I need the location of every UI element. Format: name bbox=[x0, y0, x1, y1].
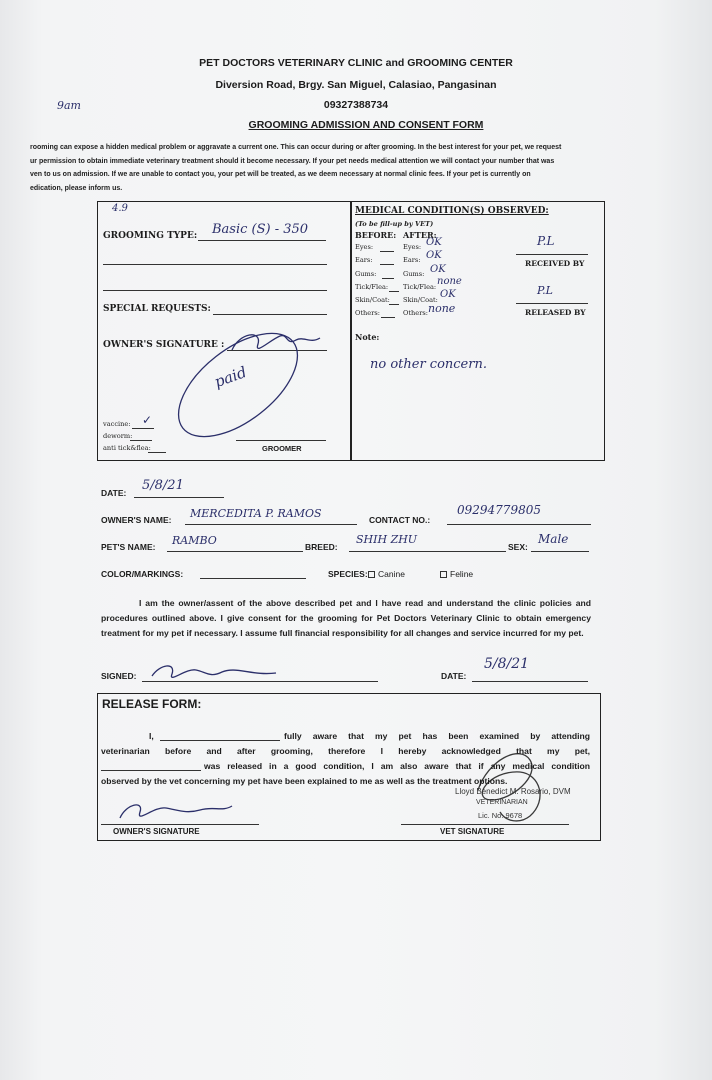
date-value: 5/8/21 bbox=[142, 478, 184, 493]
consent-paragraph: I am the owner/assent of the above described pet and I have read and understand the clinic policies and procedures outlined above. I give consent for the grooming for Pet Doctors Veterinary Clinic to obtain emergency treatment for my pet if necessary. I assume full financial responsibility for all changes and service incurred for my pet. bbox=[101, 598, 591, 638]
before-label: BEFORE: bbox=[355, 230, 397, 240]
gums-after-label: Gums: bbox=[403, 270, 425, 278]
received-initials: P.L bbox=[537, 234, 555, 248]
tick-line bbox=[148, 452, 166, 453]
groomer-line bbox=[236, 440, 326, 441]
pet-name-line bbox=[167, 551, 303, 552]
owner-signature-label: OWNER'S SIGNATURE : bbox=[103, 340, 225, 350]
signed-label: SIGNED: bbox=[101, 671, 137, 681]
released-line bbox=[516, 303, 588, 304]
form-title: GROOMING ADMISSION AND CONSENT FORM bbox=[248, 119, 484, 131]
consent-date-label: DATE: bbox=[441, 671, 467, 681]
contact-value: 09294779805 bbox=[457, 503, 541, 517]
intro-line: rooming can expose a hidden medical problem or aggravate a current one. This can occur during or after grooming. In the best interest for your pet, we request bbox=[30, 144, 562, 151]
release-title: RELEASE FORM: bbox=[102, 697, 202, 711]
owner-signature-scribble bbox=[232, 335, 320, 350]
clinic-name: PET DOCTORS VETERINARY CLINIC and GROOMING CENTER bbox=[199, 57, 513, 69]
release-line1-start: I, bbox=[149, 731, 154, 741]
vet-stamp-title: VETERINARIAN bbox=[476, 799, 528, 806]
pet-name-value: RAMBO bbox=[172, 534, 217, 547]
vaccine-check: ✓ bbox=[142, 413, 153, 427]
vaccine-line bbox=[132, 428, 154, 429]
note-value: no other concern. bbox=[370, 357, 487, 372]
others-before-line bbox=[381, 317, 395, 318]
note-label: Note: bbox=[355, 332, 380, 342]
color-markings-line bbox=[200, 578, 306, 579]
received-line bbox=[516, 254, 588, 255]
special-requests-label: SPECIAL REQUESTS: bbox=[103, 304, 211, 314]
pet-name-label: PET'S NAME: bbox=[101, 542, 156, 552]
sex-line bbox=[531, 551, 589, 552]
released-label: RELEASED BY bbox=[525, 308, 586, 317]
ears-before-line bbox=[380, 264, 394, 265]
grooming-type-label: GROOMING TYPE: bbox=[103, 231, 198, 241]
skin-after-value: OK bbox=[440, 289, 456, 300]
eyes-before-label: Eyes: bbox=[355, 243, 374, 251]
sex-label: SEX: bbox=[508, 542, 528, 552]
tick-label: anti tick&flea: bbox=[103, 444, 151, 452]
canine-checkbox[interactable] bbox=[368, 571, 375, 578]
paid-circle bbox=[161, 314, 316, 457]
breed-value: SHIH ZHU bbox=[356, 533, 418, 546]
owner-name-line bbox=[185, 524, 357, 525]
medical-box bbox=[350, 201, 605, 461]
others-before-label: Others: bbox=[355, 309, 380, 317]
eyes-after-label: Eyes: bbox=[403, 243, 422, 251]
tick-after-label: Tick/Flea: bbox=[403, 283, 437, 291]
vet-stamp-license: Lic. No. 9678 bbox=[478, 811, 523, 820]
feline-checkbox[interactable] bbox=[440, 571, 447, 578]
deworm-line bbox=[130, 440, 152, 441]
release-line4: observed by the vet concerning my pet have been explained to me as well as the treatment options. bbox=[101, 776, 508, 786]
deworm-label: deworm: bbox=[103, 432, 133, 440]
release-pet-line bbox=[101, 770, 201, 771]
sex-value: Male bbox=[538, 532, 569, 546]
eyes-after-value: OK bbox=[426, 237, 442, 248]
owner-sig-label: OWNER'S SIGNATURE bbox=[113, 827, 200, 836]
gums-before-line bbox=[382, 278, 394, 279]
skin-before-line bbox=[389, 304, 399, 305]
canine-label: Canine bbox=[378, 569, 405, 579]
feline-label: Feline bbox=[450, 569, 474, 579]
groomer-label: GROOMER bbox=[262, 444, 302, 453]
ears-before-label: Ears: bbox=[355, 256, 373, 264]
feline-option[interactable] bbox=[440, 569, 473, 579]
release-line1-end: fully aware that my pet has been examined by attending bbox=[284, 731, 590, 741]
vet-sig-line bbox=[401, 824, 569, 825]
time-note: 9am bbox=[57, 99, 81, 112]
release-line3-end: was released in a good condition, I am also aware that if any medical condition bbox=[204, 761, 590, 771]
skin-after-label: Skin/Coat: bbox=[403, 296, 438, 304]
tick-before-label: Tick/Flea: bbox=[355, 283, 389, 291]
owner-name-label: OWNER'S NAME: bbox=[101, 515, 172, 525]
intro-line: ven to us on admission. If we are unable to contact you, your pet will be treated, as we deem necessary at normal clinic fees. If your pet is currently on bbox=[30, 171, 531, 178]
released-initials: P.L bbox=[537, 284, 553, 297]
grooming-type-value: Basic (S) - 350 bbox=[212, 222, 309, 237]
species-label: SPECIES: bbox=[328, 569, 368, 579]
others-after-value: none bbox=[428, 302, 456, 315]
gums-after-value: OK bbox=[430, 264, 446, 275]
date-line bbox=[134, 497, 224, 498]
release-name-line bbox=[160, 740, 280, 741]
skin-before-label: Skin/Coat: bbox=[355, 296, 390, 304]
breed-line bbox=[349, 551, 506, 552]
medical-title: MEDICAL CONDITION(S) OBSERVED: bbox=[355, 206, 549, 216]
owner-name-value: MERCEDITA P. RAMOS bbox=[190, 507, 322, 520]
owner-sig-line bbox=[101, 824, 259, 825]
eyes-before-line bbox=[380, 251, 394, 252]
gums-before-label: Gums: bbox=[355, 270, 377, 278]
others-after-label: Others: bbox=[403, 309, 428, 317]
consent-date-value: 5/8/21 bbox=[484, 656, 530, 672]
ears-after-label: Ears: bbox=[403, 256, 421, 264]
tick-before-line bbox=[389, 291, 399, 292]
canine-option[interactable] bbox=[368, 569, 405, 579]
after-label: AFTER: bbox=[403, 230, 437, 240]
clinic-phone: 09327388734 bbox=[323, 99, 389, 111]
contact-line bbox=[447, 524, 591, 525]
consent-signature-scribble bbox=[152, 666, 276, 677]
vet-stamp-name: Lloyd Benedict M. Rosario, DVM bbox=[455, 787, 571, 796]
clinic-address: Diversion Road, Brgy. San Miguel, Calasiao, Pangasinan bbox=[215, 79, 497, 91]
paid-note: paid bbox=[211, 362, 250, 392]
release-line2: veterinarian before and after grooming, therefore I hereby acknowledged that my pet, bbox=[101, 746, 590, 756]
vaccine-label: vaccine: bbox=[103, 420, 131, 428]
date-label: DATE: bbox=[101, 488, 127, 498]
intro-line: ur permission to obtain immediate veterinary treatment should it become necessary. If your pet needs medical attention we will contact your number that was bbox=[30, 157, 555, 165]
consent-date-line bbox=[472, 681, 588, 682]
intro-line: edication, please inform us. bbox=[30, 184, 123, 192]
tick-after-value: none bbox=[437, 276, 462, 287]
breed-label: BREED: bbox=[305, 542, 338, 552]
vet-sig-label: VET SIGNATURE bbox=[440, 827, 505, 836]
medical-subtitle: (To be fill-up by VET) bbox=[355, 220, 434, 228]
received-label: RECEIVED BY bbox=[525, 259, 585, 268]
grooming-date-note: 4.9 bbox=[112, 203, 128, 214]
color-markings-label: COLOR/MARKINGS: bbox=[101, 569, 184, 579]
signed-line bbox=[142, 681, 378, 682]
contact-label: CONTACT NO.: bbox=[369, 515, 431, 525]
ears-after-value: OK bbox=[426, 250, 442, 261]
